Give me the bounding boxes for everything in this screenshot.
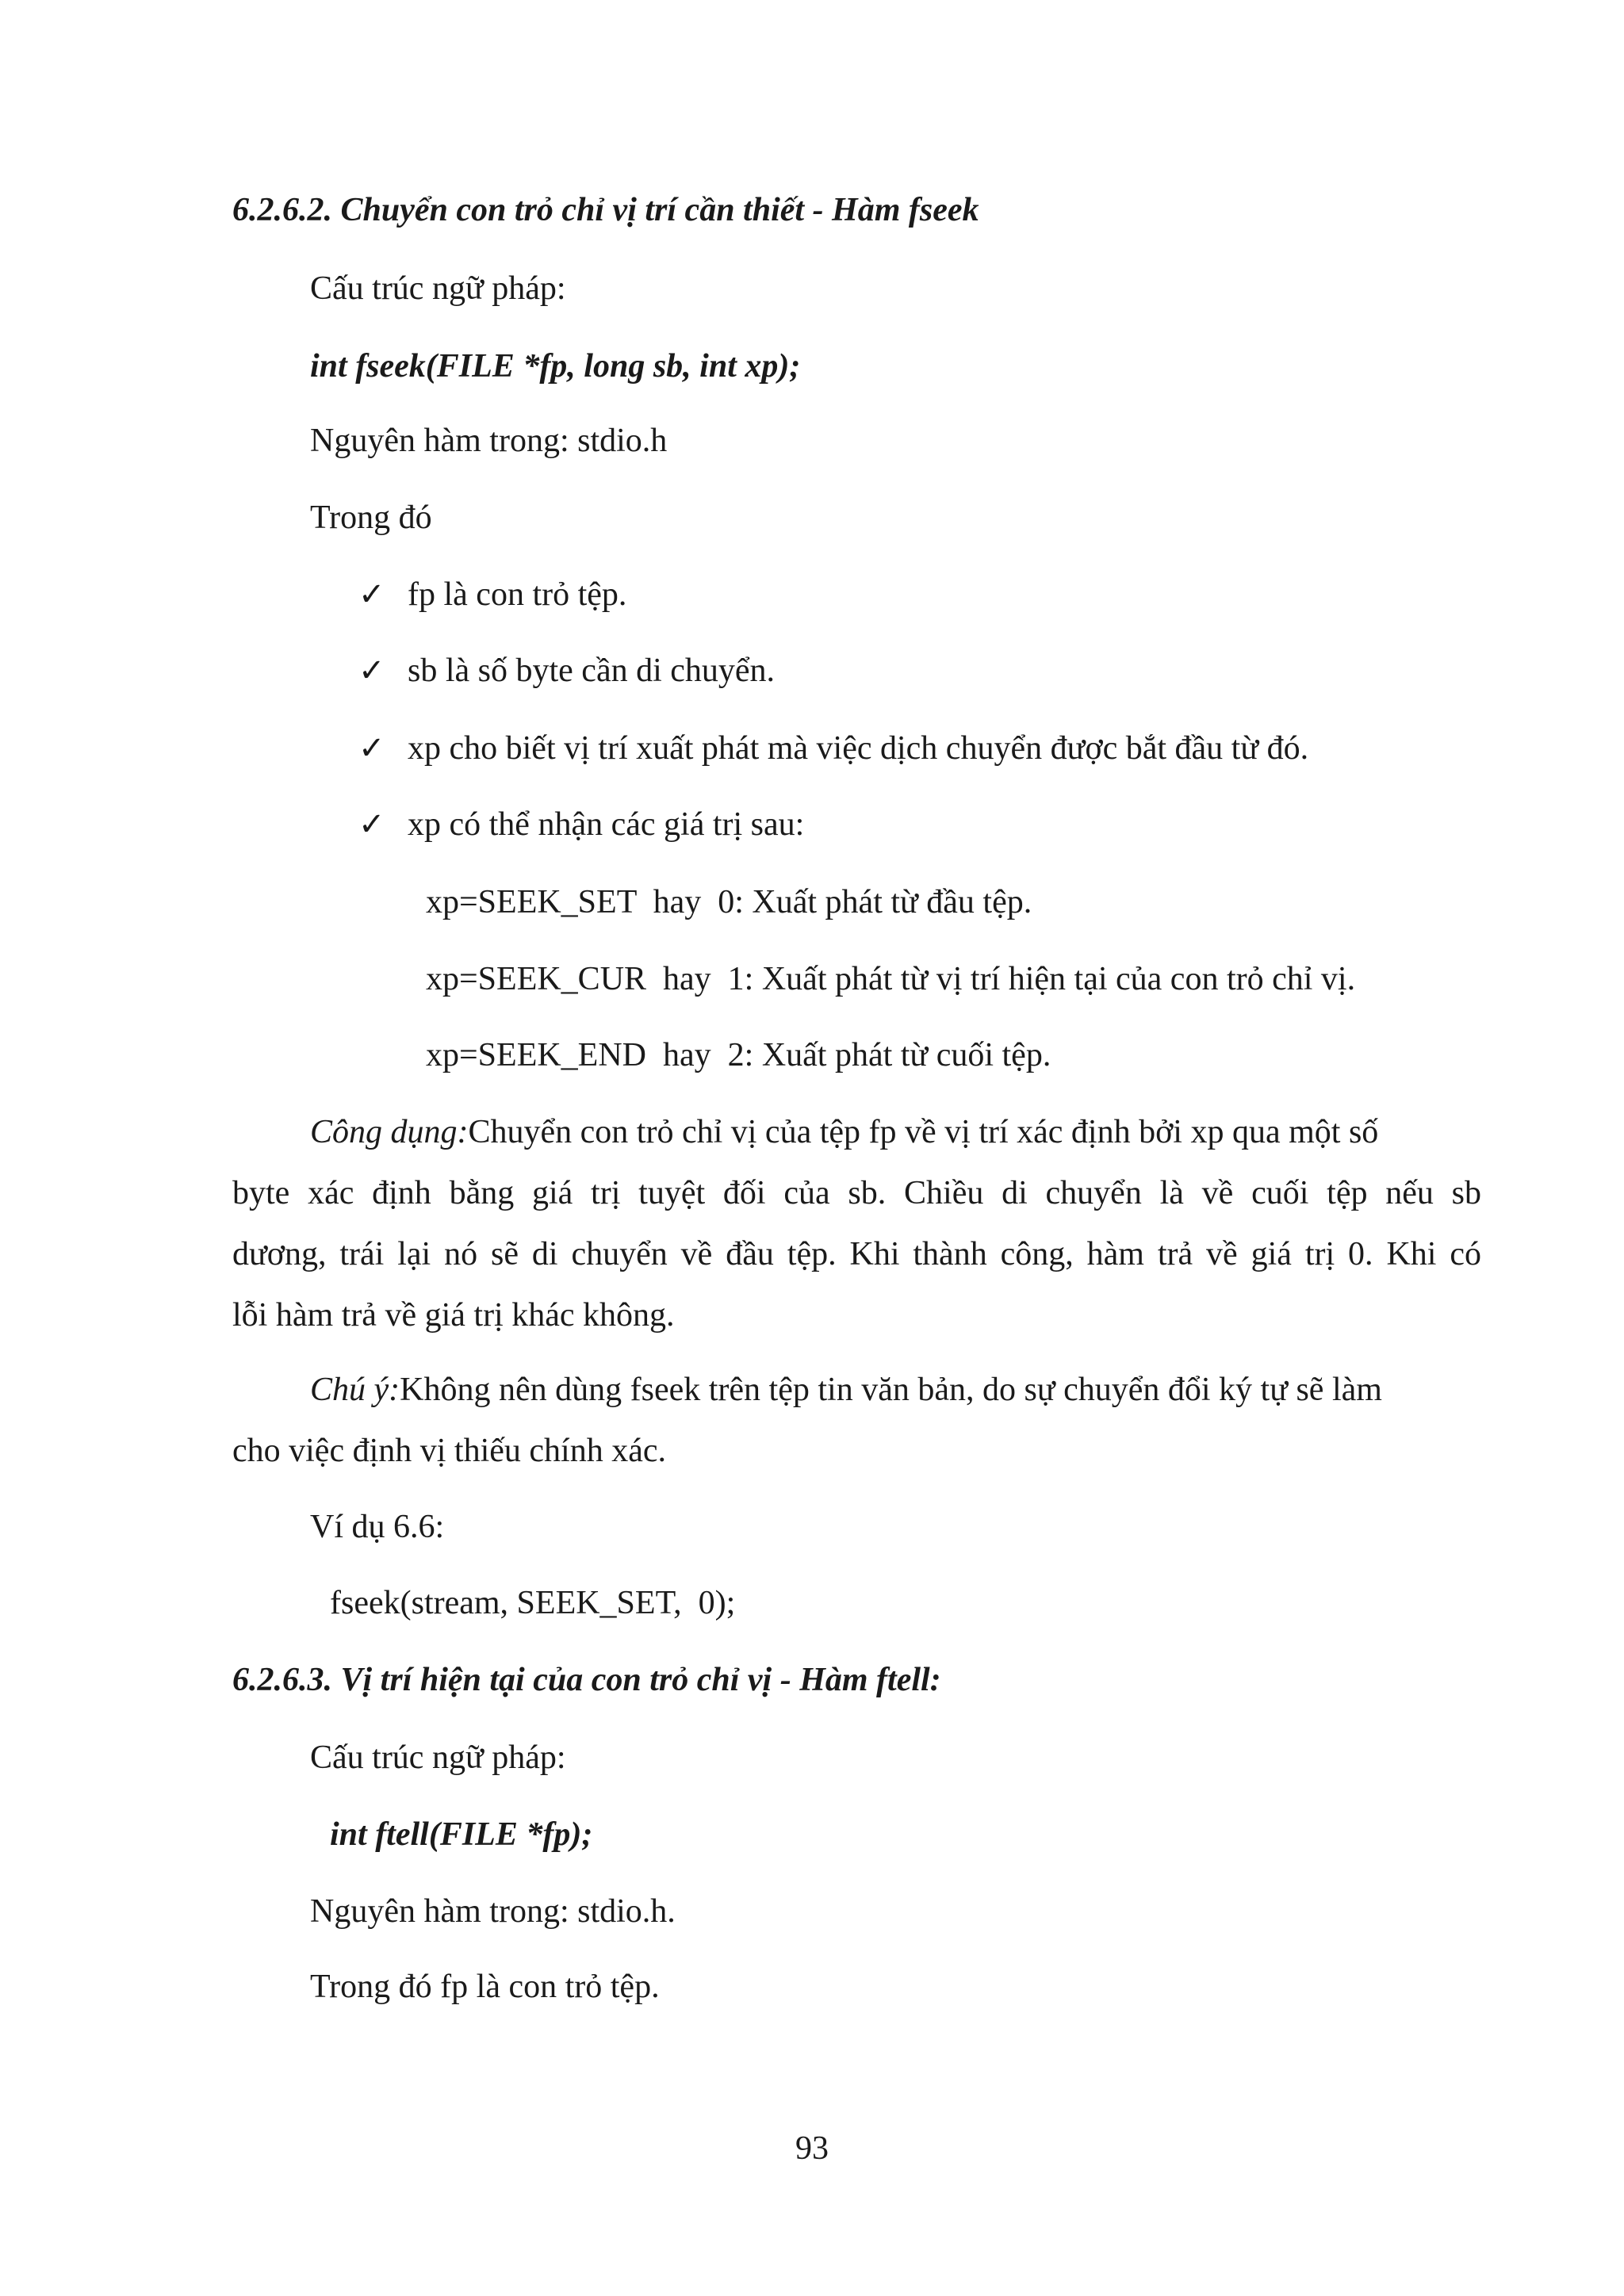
- xp-value-item: xp=SEEK_END hay 2: Xuất phát từ cuối tệp.: [426, 1037, 1051, 1073]
- usage-line: byte xác định bằng giá trị tuyệt đối của sb. Chiều di chuyển là về cuối tệp nếu sb: [232, 1175, 1481, 1211]
- usage-label: Công dụng:: [310, 1114, 469, 1150]
- check-icon: ✓: [358, 806, 385, 843]
- example-label: Ví dụ 6.6:: [310, 1509, 445, 1545]
- check-icon: ✓: [358, 730, 385, 767]
- where-text: Trong đó fp là con trỏ tệp.: [310, 1969, 660, 2005]
- usage-first-line: [310, 1112, 1378, 1153]
- function-prototype: int ftell(FILE *fp);: [330, 1816, 593, 1853]
- usage-text: Chuyển con trỏ chỉ vị của tệp fp về vị trí xác định bởi xp qua một số: [468, 1114, 1379, 1150]
- note-line: cho việc định vị thiếu chính xác.: [232, 1433, 667, 1469]
- xp-value-item: xp=SEEK_SET hay 0: Xuất phát từ đầu tệp.: [426, 884, 1032, 920]
- header-file-line: Nguyên hàm trong: stdio.h: [310, 423, 668, 459]
- syntax-label: Cấu trúc ngữ pháp:: [310, 1739, 566, 1776]
- note-text: Không nên dùng fseek trên tệp tin văn bản, do sự chuyển đổi ký tự sẽ làm: [400, 1372, 1382, 1408]
- where-label: Trong đó: [310, 499, 432, 536]
- syntax-label: Cấu trúc ngữ pháp:: [310, 270, 566, 307]
- param-item: xp cho biết vị trí xuất phát mà việc dịch chuyển được bắt đầu từ đó.: [408, 730, 1309, 767]
- check-icon: ✓: [358, 576, 385, 613]
- xp-value-item: xp=SEEK_CUR hay 1: Xuất phát từ vị trí hiện tại của con trỏ chỉ vị.: [426, 961, 1356, 997]
- section-heading-6262: 6.2.6.2. Chuyển con trỏ chỉ vị trí cần thiết - Hàm fseek: [232, 192, 979, 228]
- function-prototype: int fseek(FILE *fp, long sb, int xp);: [310, 348, 801, 385]
- param-item: sb là số byte cần di chuyển.: [408, 652, 776, 689]
- header-file-line: Nguyên hàm trong: stdio.h.: [310, 1893, 676, 1930]
- usage-line: dương, trái lại nó sẽ di chuyển về đầu tệp. Khi thành công, hàm trả về giá trị 0. Khi có: [232, 1236, 1481, 1272]
- usage-line: lỗi hàm trả về giá trị khác không.: [232, 1297, 675, 1334]
- page-number: 93: [795, 2130, 829, 2167]
- param-item: xp có thể nhận các giá trị sau:: [408, 806, 805, 843]
- check-icon: ✓: [358, 652, 385, 689]
- note-label: Chú ý:: [310, 1372, 400, 1408]
- section-heading-6263: 6.2.6.3. Vị trí hiện tại của con trỏ chỉ vị - Hàm ftell:: [232, 1662, 941, 1698]
- param-item: fp là con trỏ tệp.: [408, 576, 627, 613]
- note-first-line: [310, 1369, 1382, 1410]
- example-code: fseek(stream, SEEK_SET, 0);: [330, 1585, 736, 1621]
